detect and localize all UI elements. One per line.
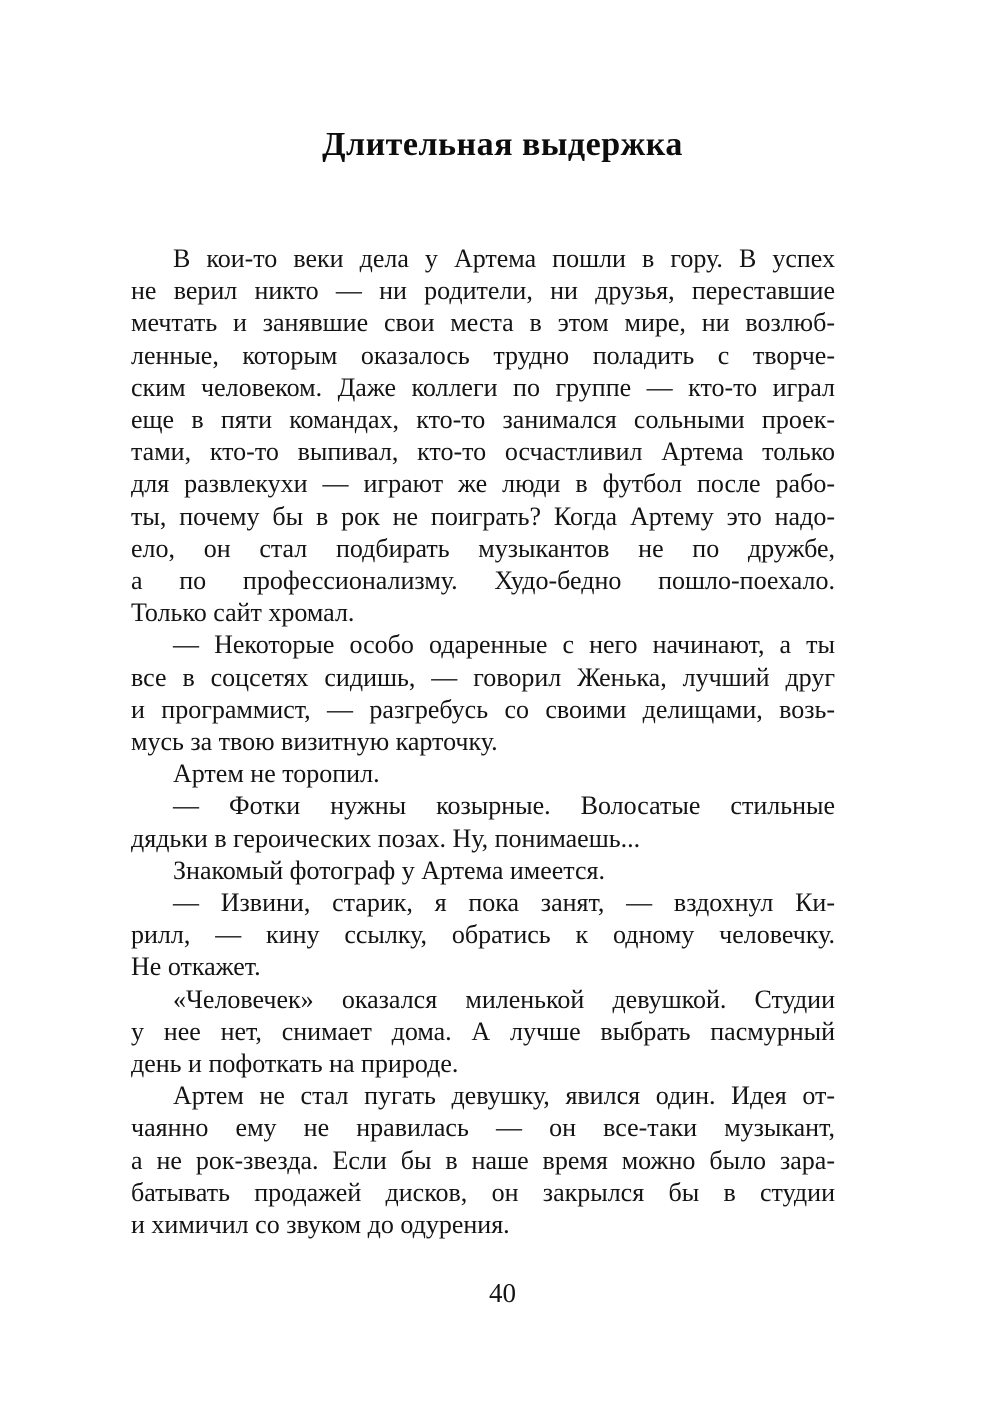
paragraph bbox=[131, 1080, 835, 1241]
paragraph bbox=[131, 790, 835, 854]
text-line: ленные, которым оказалось трудно поладить с творче- bbox=[131, 340, 835, 370]
text-line: и программист, — разгребусь со своими делищами, возь- bbox=[131, 694, 835, 724]
paragraph bbox=[131, 887, 835, 984]
text-line: — Извини, старик, я пока занят, — вздохнул Ки- bbox=[173, 888, 835, 918]
text-line: а по профессионализму. Худо-бедно пошло-поехало. bbox=[131, 566, 835, 596]
chapter-title: Длительная выдержка bbox=[322, 126, 683, 163]
paragraph bbox=[131, 855, 835, 887]
text-line: Знакомый фотограф у Артема имеется. bbox=[173, 855, 605, 885]
text-line: Не откажет. bbox=[131, 952, 261, 982]
text-line: мечтать и занявшие свои места в этом мире, ни возлюб- bbox=[131, 308, 835, 338]
text-line: день и пофоткать на природе. bbox=[131, 1049, 459, 1079]
text-line: Артем не стал пугать девушку, явился один. Идея от- bbox=[173, 1081, 835, 1111]
text-line: ело, он стал подбирать музыкантов не по дружбе, bbox=[131, 533, 835, 563]
text-line: — Фотки нужны козырные. Волосатые стильные bbox=[173, 791, 835, 821]
text-line: рилл, — кину ссылку, обратись к одному человечку. bbox=[131, 920, 835, 950]
text-line: батывать продажей дисков, он закрылся бы в студии bbox=[131, 1177, 835, 1207]
paragraph bbox=[131, 984, 835, 1081]
paragraph bbox=[131, 758, 835, 790]
text-line: а не рок-звезда. Если бы в наше время можно было зара- bbox=[131, 1145, 835, 1175]
text-line: все в соцсетях сидишь, — говорил Женька, лучший друг bbox=[131, 662, 835, 692]
page-number: 40 bbox=[489, 1278, 516, 1308]
text-line: для развлекухи — играют же люди в футбол после рабо- bbox=[131, 469, 835, 499]
text-line: и химичил со звуком до одурения. bbox=[131, 1210, 510, 1240]
text-line: Только сайт хромал. bbox=[131, 598, 355, 628]
text-line: дядьки в героических позах. Ну, понимаешь... bbox=[131, 823, 641, 853]
text-line: Артем не торопил. bbox=[173, 759, 380, 789]
paragraph bbox=[131, 243, 835, 629]
text-block bbox=[131, 243, 835, 1241]
text-line: «Человечек» оказался миленькой девушкой. Студии bbox=[173, 984, 835, 1014]
paragraph bbox=[131, 629, 835, 758]
text-line: ты, почему бы в рок не поиграть? Когда Артему это надо- bbox=[131, 501, 835, 531]
text-line: чаянно ему не нравилась — он все-таки музыкант, bbox=[131, 1113, 835, 1143]
text-line: мусь за твою визитную карточку. bbox=[131, 727, 498, 757]
text-line: В кои-то веки дела у Артема пошли в гору. В успех bbox=[173, 244, 835, 273]
text-line: еще в пяти командах, кто-то занимался сольными проек- bbox=[131, 405, 835, 435]
text-line: у нее нет, снимает дома. А лучше выбрать пасмурный bbox=[131, 1016, 835, 1046]
text-line: тами, кто-то выпивал, кто-то осчастливил Артема только bbox=[131, 437, 835, 467]
text-line: ским человеком. Даже коллеги по группе — кто-то играл bbox=[131, 372, 835, 402]
text-line: не верил никто — ни родители, ни друзья, переставшие bbox=[131, 276, 835, 306]
text-line: — Некоторые особо одаренные с него начинают, а ты bbox=[173, 630, 835, 660]
